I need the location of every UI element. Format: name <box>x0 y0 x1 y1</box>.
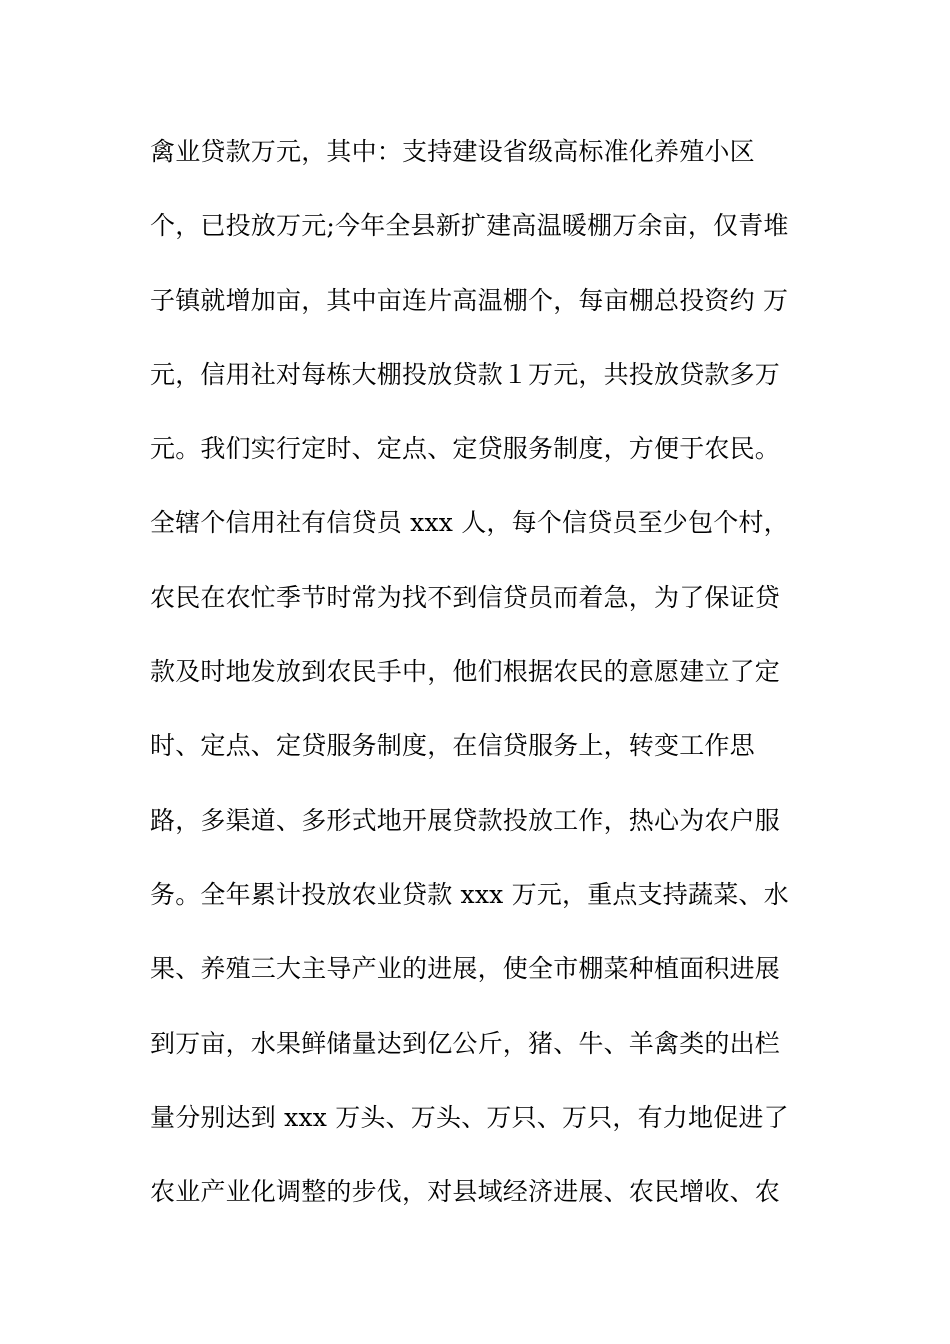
text-line-2: 个，已投放万元;今年全县新扩建高温暖棚万余亩，仅青堆 <box>150 211 789 241</box>
text-line-8: 款及时地发放到农民手中，他们根据农民的意愿建立了定 <box>150 657 781 687</box>
text-line-14: 量分别达到 xxx 万头、万头、万只、万只，有力地促进了 <box>150 1102 789 1132</box>
text-line-1: 禽业贷款万元，其中：支持建设省级高标准化养殖小区 <box>150 137 755 166</box>
text-line-15: 农业产业化调整的步伐，对县域经济进展、农民增收、农 <box>150 1177 781 1207</box>
text-line-10: 路，多渠道、多形式地开展贷款投放工作，热心为农户服 <box>150 805 781 835</box>
text-line-12: 果、养殖三大主导产业的进展，使全市棚菜种植面积进展 <box>150 954 781 984</box>
text-line-9: 时、定点、定贷服务制度，在信贷服务上，转变工作思 <box>150 731 755 761</box>
body-text <box>150 126 810 1240</box>
text-line-4: 元，信用社对每栋大棚投放贷款１万元，共投放贷款多万 <box>150 359 781 389</box>
text-line-5: 元。我们实行定时、定点、定贷服务制度，方便于农民。 <box>150 434 781 464</box>
text-line-7: 农民在农忙季节时常为找不到信贷员而着急，为了保证贷 <box>150 582 781 612</box>
text-line-3: 子镇就增加亩，其中亩连片高温棚个，每亩棚总投资约 万 <box>150 285 789 315</box>
text-line-6: 全辖个信用社有信贷员 xxx 人，每个信贷员至少包个村， <box>150 508 789 538</box>
text-line-11: 务。全年累计投放农业贷款 xxx 万元，重点支持蔬菜、水 <box>150 879 789 909</box>
text-line-13: 到万亩，水果鲜储量达到亿公斤，猪、牛、羊禽类的出栏 <box>150 1028 781 1058</box>
